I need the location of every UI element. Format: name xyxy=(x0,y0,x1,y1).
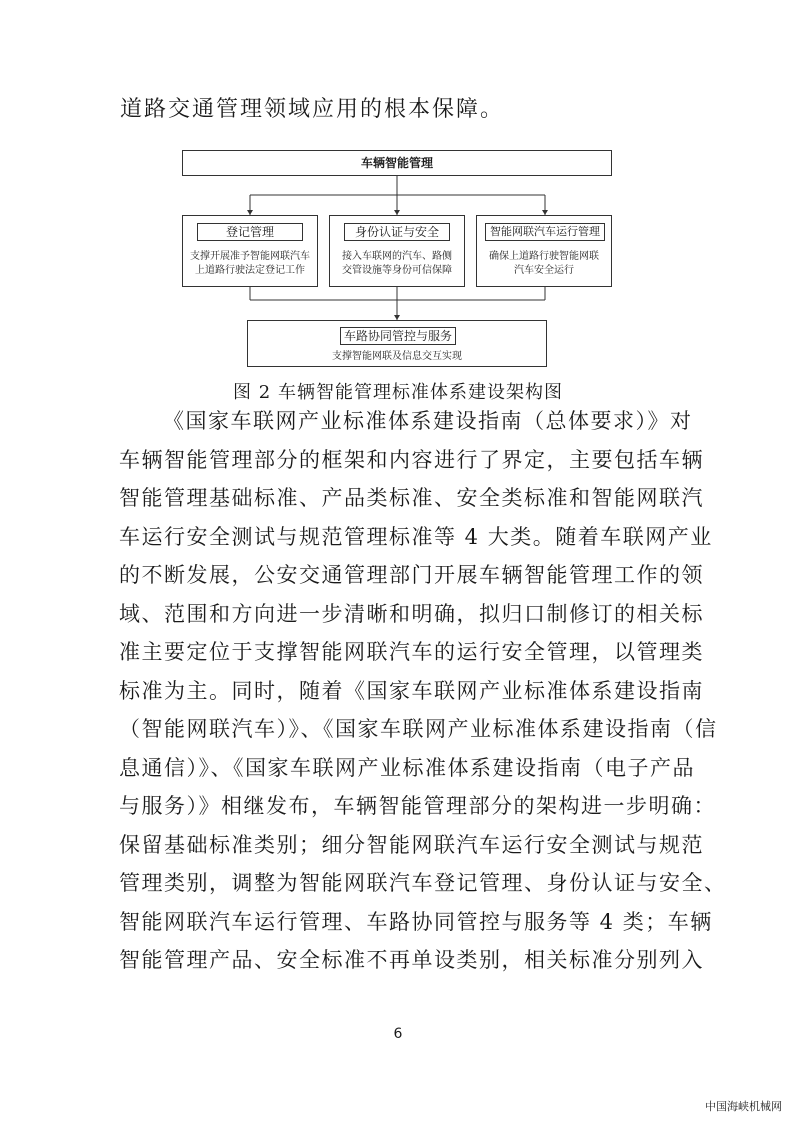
text-line: 与服务）》相继发布，车辆智能管理部分的架构进一步明确： xyxy=(119,794,716,818)
module-box-registration xyxy=(182,215,318,287)
module-box-coordination xyxy=(247,320,547,367)
module-desc: 确保上道路行驶智能网联 汽车安全运行 xyxy=(489,251,599,276)
text-line: 车辆智能管理部分的框架和内容进行了界定，主要包括车辆 xyxy=(119,447,704,472)
module-box-operation xyxy=(476,215,612,287)
module-title: 智能网联汽车运行管理 xyxy=(485,223,605,241)
diagram-top-title: 车辆智能管理 xyxy=(182,150,612,176)
text-line: 准主要定位于支撑智能网联汽车的运行安全管理，以管理类 xyxy=(119,640,704,664)
text-line: 域、范围和方向进一步清晰和明确，拟归口制修订的相关标 xyxy=(119,601,704,626)
text-line: 智能网联汽车运行管理、车路协同管控与服务等 4 类；车辆 xyxy=(119,909,713,934)
module-title: 车路协同管控与服务 xyxy=(340,327,456,345)
module-title: 登记管理 xyxy=(197,223,303,241)
text-line: 的不断发展，公安交通管理部门开展车辆智能管理工作的领 xyxy=(119,563,704,587)
module-desc: 支撑智能网联及信息交互实现 xyxy=(332,351,462,362)
text-line: 保留基础标准类别；细分智能网联汽车运行安全测试与规范 xyxy=(119,832,704,857)
module-desc: 接入车联网的汽车、路侧 交管设施等身份可信保障 xyxy=(342,251,452,276)
module-title: 身份认证与安全 xyxy=(344,223,450,241)
module-desc: 支撑开展准予智能网联汽车 上道路行驶法定登记工作 xyxy=(190,251,310,276)
intro-text-line: 道路交通管理领域应用的根本保障。 xyxy=(120,97,505,122)
text-line: （智能网联汽车）》、《国家车联网产业标准体系建设指南（信 xyxy=(119,717,718,741)
architecture-diagram xyxy=(0,0,796,380)
text-line: 车运行安全测试与规范管理标准等 4 大类。随着车联网产业 xyxy=(119,524,713,549)
text-line: 智能管理产品、安全标准不再单设类别，相关标准分别列入 xyxy=(119,948,704,972)
text-line: 智能管理基础标准、产品类标准、安全类标准和智能网联汽 xyxy=(119,486,704,510)
text-line: 息通信）》、《国家车联网产业标准体系建设指南（电子产品 xyxy=(119,755,695,780)
figure-caption: 图 2 车辆智能管理标准体系建设架构图 xyxy=(233,382,563,403)
watermark-text: 中国海峡机械网 xyxy=(705,1100,782,1113)
text-line: 管理类别，调整为智能网联汽车登记管理、身份认证与安全、 xyxy=(119,871,727,895)
page-number: 6 xyxy=(393,1026,403,1042)
body-paragraph xyxy=(119,402,727,980)
text-line: 标准为主。同时，随着《国家车联网产业标准体系建设指南 xyxy=(119,678,704,703)
text-line: 《国家车联网产业标准体系建设指南（总体要求）》对 xyxy=(163,409,693,433)
module-box-identity xyxy=(329,215,465,287)
